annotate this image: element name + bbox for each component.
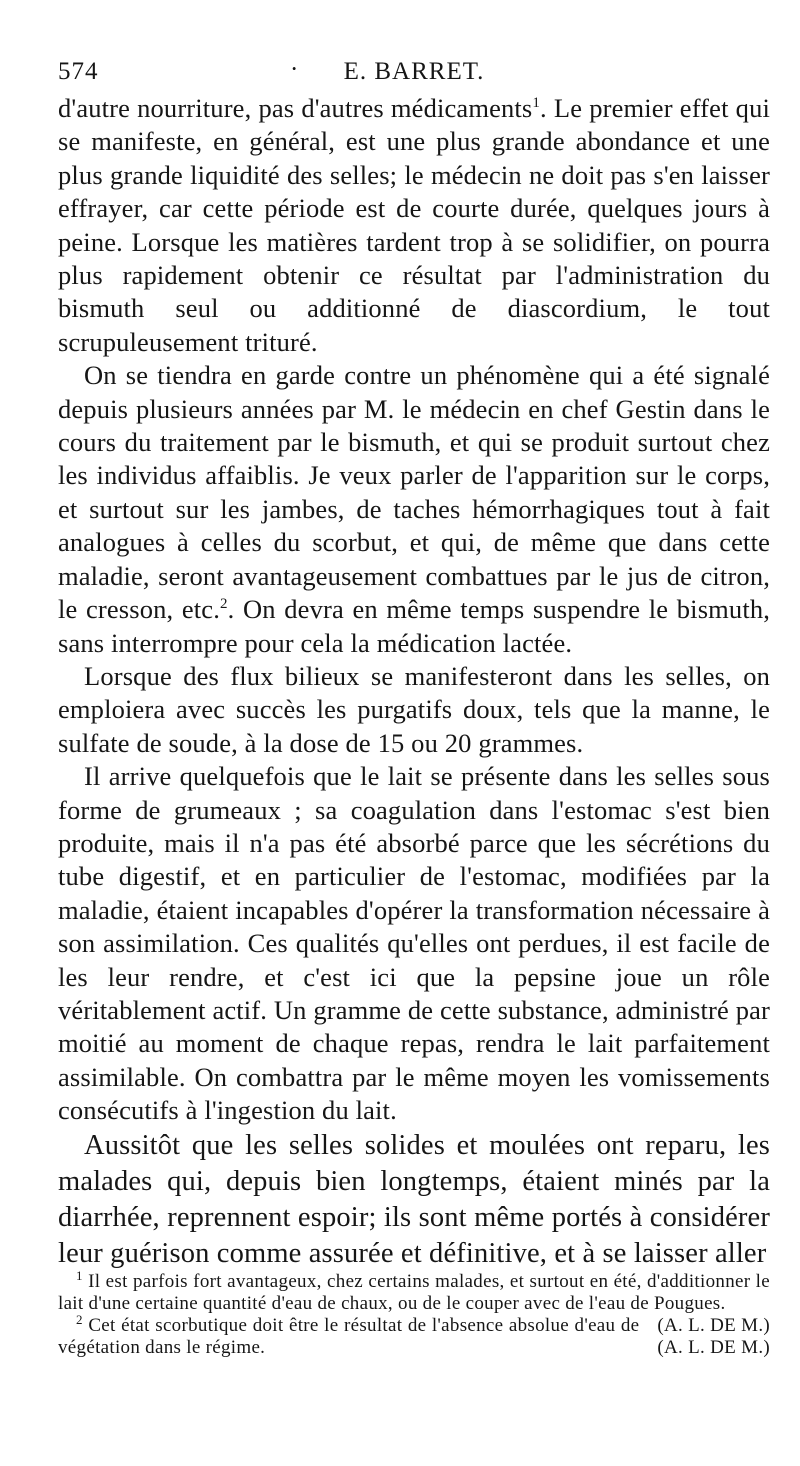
- main-text: [58, 92, 770, 1272]
- running-header: [58, 58, 770, 92]
- footnote-text: Il est parfois fort avantageux, chez certains malades, et surtout en été, d'additionner le lait d'une certaine quantité d'eau de chaux, ou de le couper avec de l'eau de Pougues.: [58, 1271, 770, 1314]
- paragraph-5: Aussitôt que les selles solides et moulées ont reparu, les malades qui, depuis bien longtemps, étaient minés par la diarrhée, reprennent espoir; ils sont même portés à considérer leur guérison comme assurée et définitive, et à se laisser aller: [58, 1129, 770, 1269]
- footnote-1: [58, 1268, 770, 1336]
- page-number: 574: [58, 58, 99, 85]
- header-separator: ·: [290, 56, 300, 83]
- paragraph-3: Lorsque des flux bilieux se manifesteront dans les selles, on emploiera avec succès les purgatifs doux, tels que la manne, le sulfate de soude, à la dose de 15 ou 20 grammes.: [58, 660, 770, 758]
- footnote-ref-2: 2: [220, 596, 228, 613]
- footnotes: [58, 1268, 770, 1359]
- footnote-number: 2: [76, 1312, 83, 1327]
- footnote-attribution: (A. L. DE M.): [657, 1315, 770, 1336]
- running-title: E. BARRET.: [343, 58, 485, 85]
- footnote-attribution: (A. L. DE M.): [657, 1337, 770, 1358]
- paragraph-2: On se tiendra en garde contre un phénomène qui a été signalé depuis plusieurs années par M. le médecin en chef Gestin dans le cours du traitement par le bismuth, et qui se produit surtout chez les individus affaiblis. Je veux parler de l'apparition sur le corps, et surtout sur les jambes, de taches hémorrhagiques tout à fait analogues à celles du scorbut, et qui, de même que dans cette maladie, seront avantageusement combattues par le jus de citron, le cresson, etc.$^2$. On devra en même temps suspendre le bismuth, sans interrompre pour cela la médication lactée.: [58, 360, 771, 658]
- paragraph-4: Il arrive quelquefois que le lait se présente dans les selles sous forme de grumeaux ; sa coagulation dans l'estomac s'est bien produite, mais il n'a pas été absorbé parce que les sécrétions du tube digestif, et en particulier de l'estomac, modifiées par la maladie, étaient incapables d'opérer la transformation nécessaire à son assimilation. Ces qualités qu'elles ont perdues, il est facile de les leur rendre, et c'est ici que la pepsine joue un rôle véritablement actif. Un gramme de cette substance, administré par moitié au moment de chaque repas, rendra le lait parfaitement assimilable. On combattra par le même moyen les vomissements consécutifs à l'ingestion du lait.: [58, 761, 770, 1126]
- footnote-ref-1: 1: [532, 95, 541, 111]
- footnote-2: [58, 1312, 770, 1359]
- footnote-text: Cet état scorbutique doit être le résultat de l'absence absolue d'eau de végétation dans le régime.: [58, 1315, 640, 1358]
- footnote-number: 1: [76, 1268, 83, 1283]
- paragraph-1: d'autre nourriture, pas d'autres médicaments$^1$. Le premier effet qui se manifeste, en général, est une plus grande abondance et une plus grande liquidité des selles; le médecin ne doit pas s'en laisser effrayer, car cette période est de courte durée, quelques jours à peine. Lorsque les matières tardent trop à se solidifier, on pourra plus rapidement obtenir ce résultat par l'administration du bismuth seul ou additionné de diascordium, le tout scrupuleusement trituré.: [58, 93, 770, 357]
